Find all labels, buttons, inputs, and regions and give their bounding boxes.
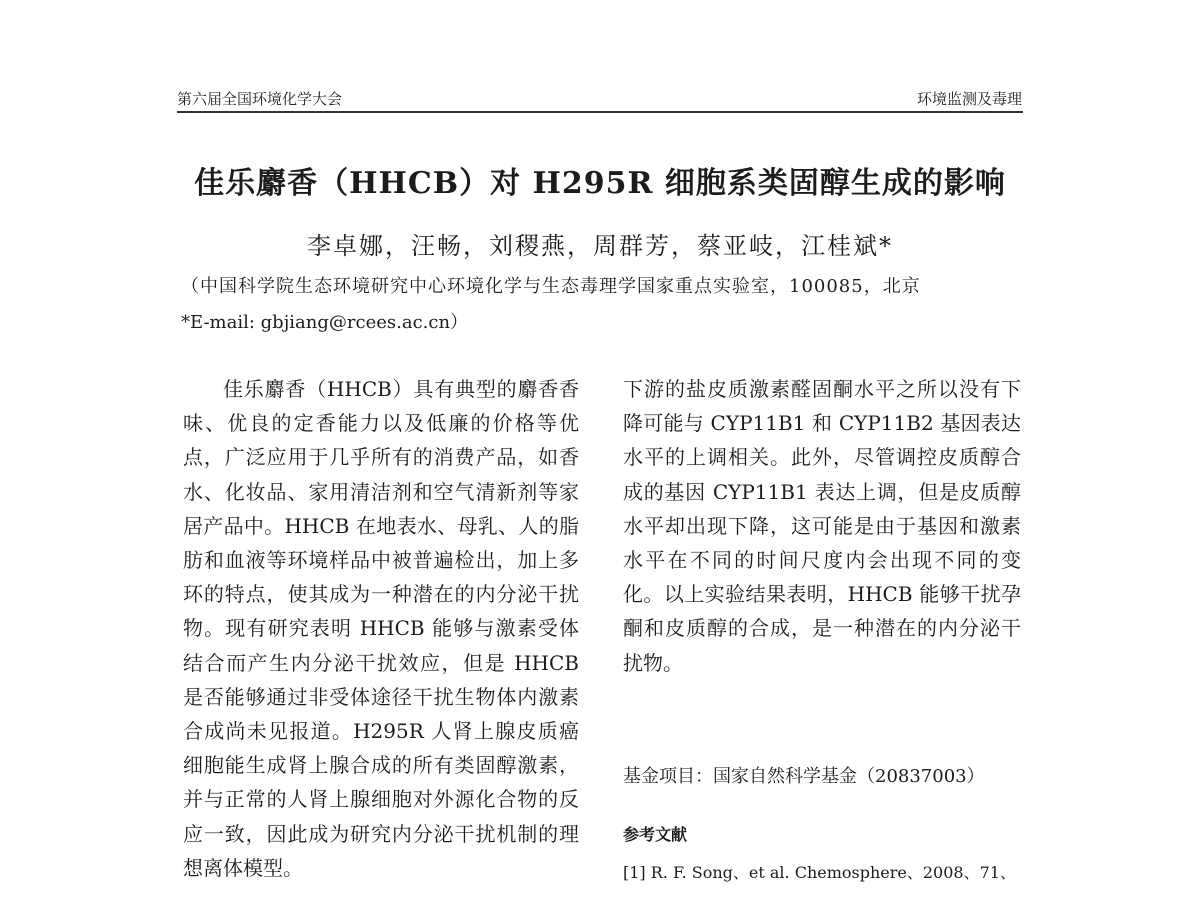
header-divider <box>177 111 1023 113</box>
affiliation: （中国科学院生态环境研究中心环境化学与生态毒理学国家重点实验室，100085，北京 <box>181 276 921 297</box>
running-header-section: 环境监测及毒理 <box>916 90 1022 108</box>
body-column-left <box>183 372 579 897</box>
reference-item: [1] R. F. Song、et al. Chemosphere、2008、71、 <box>623 863 1016 882</box>
corresponding-email: *E-mail: gbjiang@rcees.ac.cn） <box>181 312 469 333</box>
body-column-right <box>623 372 1021 680</box>
body-paragraph-right: 下游的盐皮质激素醛固酮水平之所以没有下降可能与 CYP11B1 和 CYP11B2 基因表达水平的上调相关。此外，尽管调控皮质醇合成的基因 CYP11B1 表达上调，但是皮质醇水平却出现下降，这可能是由于基因和激素水平在不同的时间尺度内会出现不同的变化。以上实验结果表明，HHCB 能够干扰孕酮和皮质醇的合成，是一种潜在的内分泌干扰物。 <box>623 377 1021 675</box>
author-list: 李卓娜，汪畅，刘稷燕，周群芳，蔡亚岐，江桂斌* <box>307 232 893 260</box>
funding-note: 基金项目：国家自然科学基金（20837003） <box>623 766 985 787</box>
running-header-conference: 第六届全国环境化学大会 <box>177 90 343 108</box>
body-paragraph-left: 佳乐麝香（HHCB）具有典型的麝香香味、优良的定香能力以及低廉的价格等优点，广泛应用于几乎所有的消费产品，如香水、化妆品、家用清洁剂和空气清新剂等家居产品中。HHCB 在地表水、母乳、人的脂肪和血液等环境样品中被普遍检出，加上多环的特点，使其成为一种潜在的内分泌干扰物。现有研究表明 HHCB 能够与激素受体结合而产生内分泌干扰效应，但是 HHCB 是否能够通过非受体途径干扰生物体内激素合成尚未见报道。H295R 人肾上腺皮质癌细胞能生成肾上腺合成的所有类固醇激素，并与正常的人肾上腺细胞对外源化合物的反应一致，因此成为研究内分泌干扰机制的理想离体模型。 <box>183 377 579 880</box>
references-heading: 参考文献 <box>623 825 688 844</box>
paper-title: 佳乐麝香（HHCB）对 H295R 细胞系类固醇生成的影响 <box>194 166 1006 201</box>
